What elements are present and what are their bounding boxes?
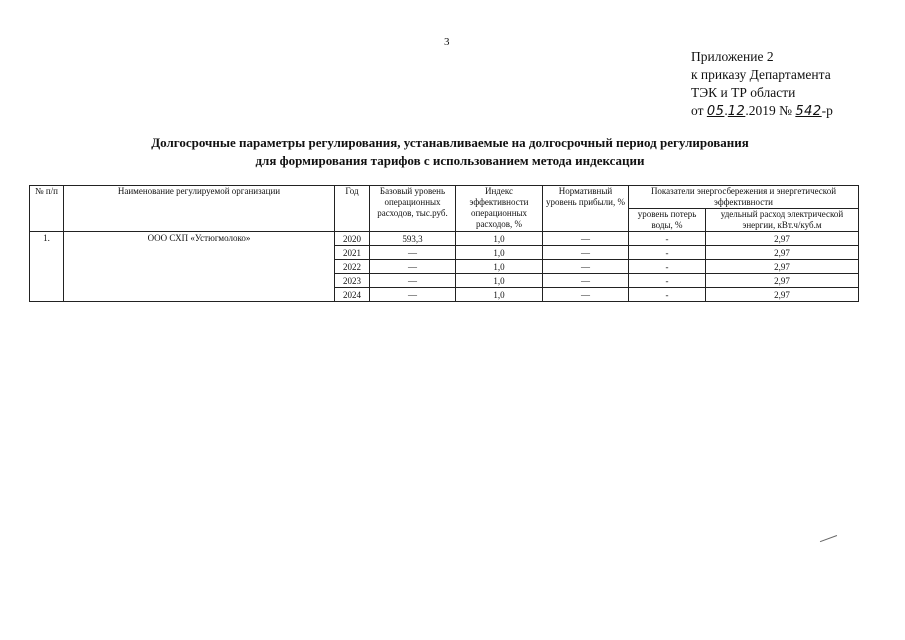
org-number-continued — [30, 260, 64, 274]
cell-index: 1,0 — [456, 246, 543, 260]
cell-base: 593,3 — [370, 232, 456, 246]
header-water-loss: уровень потерь воды, % — [629, 209, 706, 232]
cell-loss: - — [629, 232, 706, 246]
org-name: ООО СХП «Устюгмолоко» — [64, 232, 335, 246]
appendix-line-3: ТЭК и ТР области — [691, 85, 796, 100]
cell-profit: — — [543, 260, 629, 274]
org-number-continued — [30, 288, 64, 302]
pen-mark — [820, 535, 838, 545]
org-number-continued — [30, 274, 64, 288]
date-month: 12 — [727, 104, 746, 119]
cell-index: 1,0 — [456, 232, 543, 246]
date-year: .2019 № — [745, 103, 792, 118]
appendix-line-1: Приложение 2 — [691, 49, 774, 64]
table-row — [30, 260, 859, 274]
page-number: 3 — [444, 36, 450, 48]
cell-consumption: 2,97 — [706, 274, 859, 288]
cell-loss: - — [629, 288, 706, 302]
header-number: № п/п — [30, 186, 64, 232]
title-line-2: для формирования тарифов с использованием метода индексации — [255, 153, 645, 168]
header-year: Год — [335, 186, 370, 232]
header-base-expenses: Базовый уровень операционных расходов, тыс.руб. — [370, 186, 456, 232]
cell-base: — — [370, 274, 456, 288]
org-name-continued — [64, 288, 335, 302]
parameters-table — [29, 185, 859, 302]
cell-index: 1,0 — [456, 260, 543, 274]
cell-loss: - — [629, 246, 706, 260]
table-row — [30, 232, 859, 246]
document-number: 542 — [795, 104, 822, 119]
appendix-line-2: к приказу Департамента — [691, 67, 831, 82]
cell-index: 1,0 — [456, 274, 543, 288]
cell-consumption: 2,97 — [706, 232, 859, 246]
header-profit-level: Нормативный уровень прибыли, % — [543, 186, 629, 232]
org-name-continued — [64, 246, 335, 260]
cell-year: 2023 — [335, 274, 370, 288]
cell-profit: — — [543, 232, 629, 246]
date-day: 05 — [706, 104, 725, 119]
cell-year: 2022 — [335, 260, 370, 274]
cell-year: 2021 — [335, 246, 370, 260]
cell-year: 2020 — [335, 232, 370, 246]
header-organization: Наименование регулируемой организации — [64, 186, 335, 232]
cell-index: 1,0 — [456, 288, 543, 302]
cell-profit: — — [543, 288, 629, 302]
header-energy-consumption: удельный расход электрической энергии, кВт.ч/куб.м — [706, 209, 859, 232]
date-prefix: от — [691, 103, 704, 118]
appendix-date-line: от 05.12.2019 № 542-р — [691, 103, 833, 119]
cell-profit: — — [543, 274, 629, 288]
org-name-continued — [64, 274, 335, 288]
cell-year: 2024 — [335, 288, 370, 302]
document-suffix: -р — [821, 103, 833, 118]
org-number: 1. — [30, 232, 64, 246]
document-title — [80, 134, 820, 170]
table-row — [30, 288, 859, 302]
cell-base: — — [370, 288, 456, 302]
header-efficiency-index: Индекс эффективности операционных расходов, % — [456, 186, 543, 232]
cell-consumption: 2,97 — [706, 260, 859, 274]
table-row — [30, 274, 859, 288]
cell-loss: - — [629, 274, 706, 288]
org-name-continued — [64, 260, 335, 274]
cell-base: — — [370, 246, 456, 260]
title-line-1: Долгосрочные параметры регулирования, устанавливаемые на долгосрочный период регулирования — [151, 135, 749, 150]
cell-consumption: 2,97 — [706, 288, 859, 302]
org-number-continued — [30, 246, 64, 260]
cell-consumption: 2,97 — [706, 246, 859, 260]
cell-loss: - — [629, 260, 706, 274]
cell-profit: — — [543, 246, 629, 260]
header-energy-group: Показатели энергосбережения и энергетической эффективности — [629, 186, 859, 209]
appendix-block — [691, 48, 833, 121]
cell-base: — — [370, 260, 456, 274]
table-row — [30, 246, 859, 260]
